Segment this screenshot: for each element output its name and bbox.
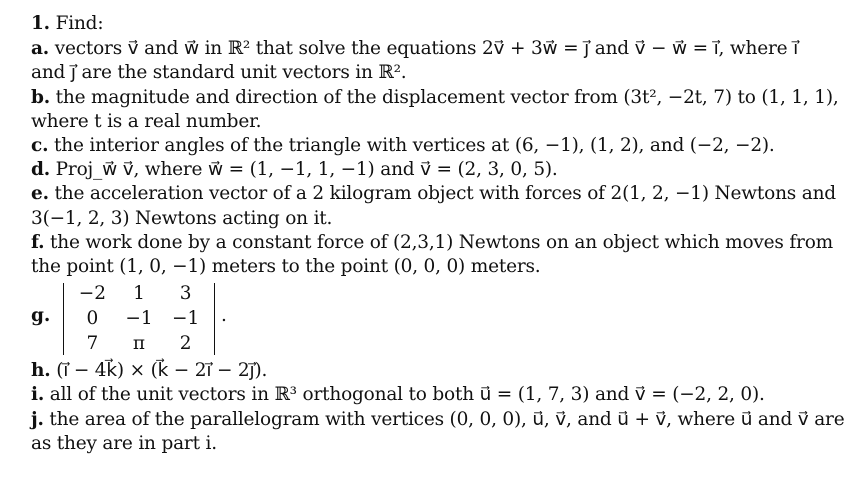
part-a-text-1: vectors v⃗ and w⃗ in ℝ² that solve the equations 2v⃗ + 3w⃗ = j⃗ and v⃗ − w⃗ = i⃗, where i⃗: [54, 38, 799, 60]
part-a-line-1: [31, 37, 851, 61]
matrix-entry-r1-c1: −2: [78, 283, 106, 305]
part-h-line-1: [31, 359, 851, 383]
part-i-label: i.: [31, 384, 45, 406]
part-g-label: g.: [31, 305, 51, 327]
matrix-entry-r3-c3: 2: [179, 333, 192, 355]
part-f-text-2: the point (1, 0, −1) meters to the point (0, 0, 0) meters.: [31, 256, 541, 278]
part-b-label: b.: [31, 86, 50, 108]
matrix-entry-r2-c2: −1: [125, 308, 153, 330]
part-f-line-1: [31, 231, 851, 255]
part-j-label: j.: [31, 408, 44, 430]
determinant-entries: [69, 281, 209, 356]
part-h-label: h.: [31, 360, 51, 382]
part-c-label: c.: [31, 135, 49, 157]
part-g-period: .: [221, 305, 227, 327]
part-d-label: d.: [31, 159, 50, 181]
part-g: [31, 281, 851, 357]
part-e-label: e.: [31, 183, 49, 205]
determinant: [63, 281, 215, 357]
part-e-line-1: [31, 182, 851, 206]
determinant-right-bar: [214, 283, 215, 355]
problem-heading-text: Find:: [55, 13, 104, 34]
part-j-line-2: [31, 432, 851, 456]
part-e-line-2: [31, 207, 851, 231]
matrix-entry-r2-c1: 0: [86, 308, 99, 330]
part-d-text-1: Proj_w⃗ v⃗, where w⃗ = (1, −1, 1, −1) and v⃗ = (2, 3, 0, 5).: [55, 159, 558, 181]
part-b-line-2: [31, 110, 851, 134]
part-b-text-1: the magnitude and direction of the displacement vector from (3t², −2t, 7) to (1, 1, 1),: [55, 86, 839, 108]
part-a-text-2: and j⃗ are the standard unit vectors in ℝ².: [31, 62, 407, 84]
problem-sheet: [31, 12, 851, 456]
matrix-entry-r2-c3: −1: [172, 308, 200, 330]
part-b-line-1: [31, 86, 851, 110]
part-f-label: f.: [31, 231, 45, 253]
part-d-line-1: [31, 158, 851, 182]
problem-heading: [31, 12, 851, 36]
part-f-line-2: [31, 255, 851, 279]
matrix-entry-r1-c3: 3: [179, 283, 192, 305]
problem-number: 1.: [31, 13, 50, 34]
part-a-line-2: [31, 61, 851, 85]
part-j-line-1: [31, 408, 851, 432]
part-h-text-1: (i⃗ − 4k⃗) × (k⃗ − 2i⃗ − 2j⃗).: [56, 360, 268, 382]
part-i-line-1: [31, 383, 851, 407]
part-c-line-1: [31, 134, 851, 158]
part-j-text-1: the area of the parallelogram with vertices (0, 0, 0), u⃗, v⃗, and u⃗ + v⃗, where u⃗ and v⃗ are: [49, 408, 845, 430]
part-i-text-1: all of the unit vectors in ℝ³ orthogonal to both u⃗ = (1, 7, 3) and v⃗ = (−2, 2, 0).: [49, 384, 765, 406]
part-e-text-2: 3(−1, 2, 3) Newtons acting on it.: [31, 207, 333, 229]
matrix-entry-r3-c2: π: [132, 333, 146, 355]
part-b-text-2: where t is a real number.: [31, 110, 262, 132]
part-f-text-1: the work done by a constant force of (2,3,1) Newtons on an object which moves from: [50, 231, 833, 253]
part-e-text-1: the acceleration vector of a 2 kilogram object with forces of 2(1, 2, −1) Newtons and: [54, 183, 836, 205]
part-j-text-2: as they are in part i.: [31, 432, 217, 454]
determinant-left-bar: [63, 283, 64, 355]
part-a-label: a.: [31, 38, 50, 60]
part-c-text-1: the interior angles of the triangle with vertices at (6, −1), (1, 2), and (−2, −2).: [54, 135, 775, 157]
matrix-entry-r3-c1: 7: [86, 333, 99, 355]
matrix-entry-r1-c2: 1: [133, 283, 145, 305]
